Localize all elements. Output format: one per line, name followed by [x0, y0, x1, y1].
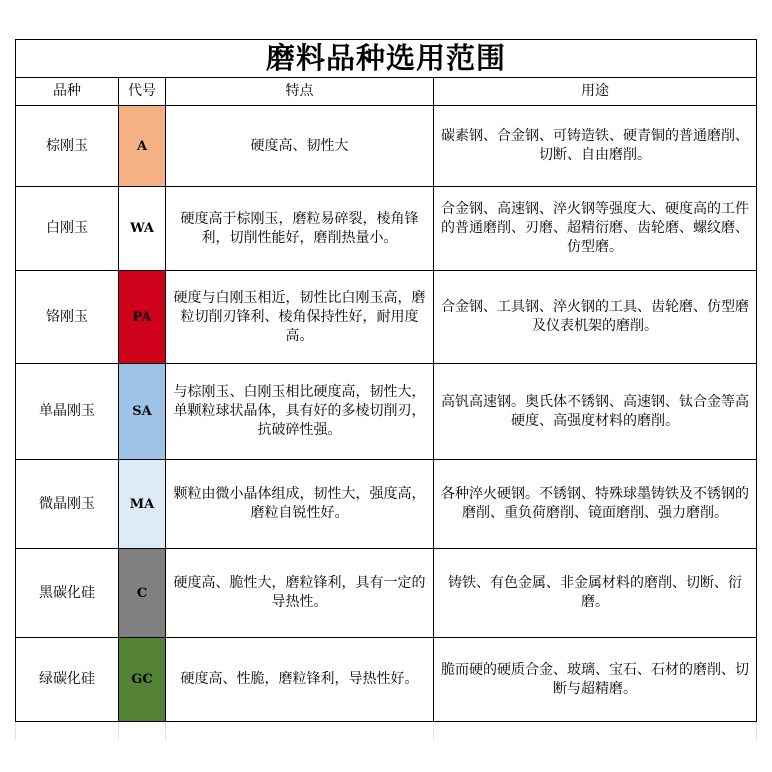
- cell-name: 白刚玉: [16, 187, 119, 271]
- cell-name: 铬刚玉: [16, 271, 119, 364]
- empty-cell: [166, 722, 434, 740]
- cell-features: 与棕刚玉、白刚玉相比硬度高，韧性大，单颗粒球状晶体，具有好的多棱切削刃，抗破碎性强。: [166, 364, 434, 460]
- cell-features: 硬度高、韧性大: [166, 106, 434, 187]
- empty-row: [16, 722, 757, 740]
- cell-name: 微晶刚玉: [16, 460, 119, 549]
- cell-features: 硬度高、脆性大，磨粒锋利，具有一定的导热性。: [166, 549, 434, 638]
- table-row: [16, 106, 757, 187]
- cell-name: 棕刚玉: [16, 106, 119, 187]
- header-name: 品种: [16, 78, 119, 106]
- cell-code: MA: [119, 460, 166, 549]
- abrasive-table: [15, 39, 757, 740]
- cell-usage: 合金钢、工具钢、淬火钢的工具、齿轮磨、仿型磨及仪表机架的磨削。: [434, 271, 757, 364]
- cell-code: A: [119, 106, 166, 187]
- cell-name: 单晶刚玉: [16, 364, 119, 460]
- cell-code: GC: [119, 638, 166, 722]
- cell-code: WA: [119, 187, 166, 271]
- cell-name: 黑碳化硅: [16, 549, 119, 638]
- cell-code: C: [119, 549, 166, 638]
- cell-usage: 各种淬火硬钢。不锈钢、特殊球墨铸铁及不锈钢的磨削、重负荷磨削、镜面磨削、强力磨削。: [434, 460, 757, 549]
- cell-features: 硬度高、性脆，磨粒锋利，导热性好。: [166, 638, 434, 722]
- cell-usage: 合金钢、高速钢、淬火钢等强度大、硬度高的工件的普通磨削、刃磨、超精衍磨、齿轮磨、螺纹磨、仿型磨。: [434, 187, 757, 271]
- table-row: [16, 638, 757, 722]
- title-row: [16, 40, 757, 78]
- cell-usage: 脆而硬的硬质合金、玻璃、宝石、石材的磨削、切断与超精磨。: [434, 638, 757, 722]
- cell-features: 颗粒由微小晶体组成，韧性大，强度高，磨粒自锐性好。: [166, 460, 434, 549]
- table-row: [16, 187, 757, 271]
- table-row: [16, 364, 757, 460]
- cell-features: 硬度与白刚玉相近，韧性比白刚玉高，磨粒切削刃锋利、棱角保持性好，耐用度高。: [166, 271, 434, 364]
- table-row: [16, 460, 757, 549]
- cell-usage: 高钒高速钢。奥氏体不锈钢、高速钢、钛合金等高硬度、高强度材料的磨削。: [434, 364, 757, 460]
- cell-usage: 碳素钢、合金钢、可铸造铁、硬青铜的普通磨削、切断、自由磨削。: [434, 106, 757, 187]
- cell-features: 硬度高于棕刚玉，磨粒易碎裂，棱角锋利，切削性能好，磨削热量小。: [166, 187, 434, 271]
- cell-name: 绿碳化硅: [16, 638, 119, 722]
- table-row: [16, 549, 757, 638]
- header-row: [16, 78, 757, 106]
- header-code: 代号: [119, 78, 166, 106]
- cell-code: PA: [119, 271, 166, 364]
- empty-cell: [16, 722, 119, 740]
- header-usage: 用途: [434, 78, 757, 106]
- header-features: 特点: [166, 78, 434, 106]
- empty-cell: [119, 722, 166, 740]
- empty-cell: [434, 722, 757, 740]
- table-title: 磨料品种选用范围: [16, 40, 757, 78]
- table-row: [16, 271, 757, 364]
- cell-usage: 铸铁、有色金属、非金属材料的磨削、切断、衍磨。: [434, 549, 757, 638]
- cell-code: SA: [119, 364, 166, 460]
